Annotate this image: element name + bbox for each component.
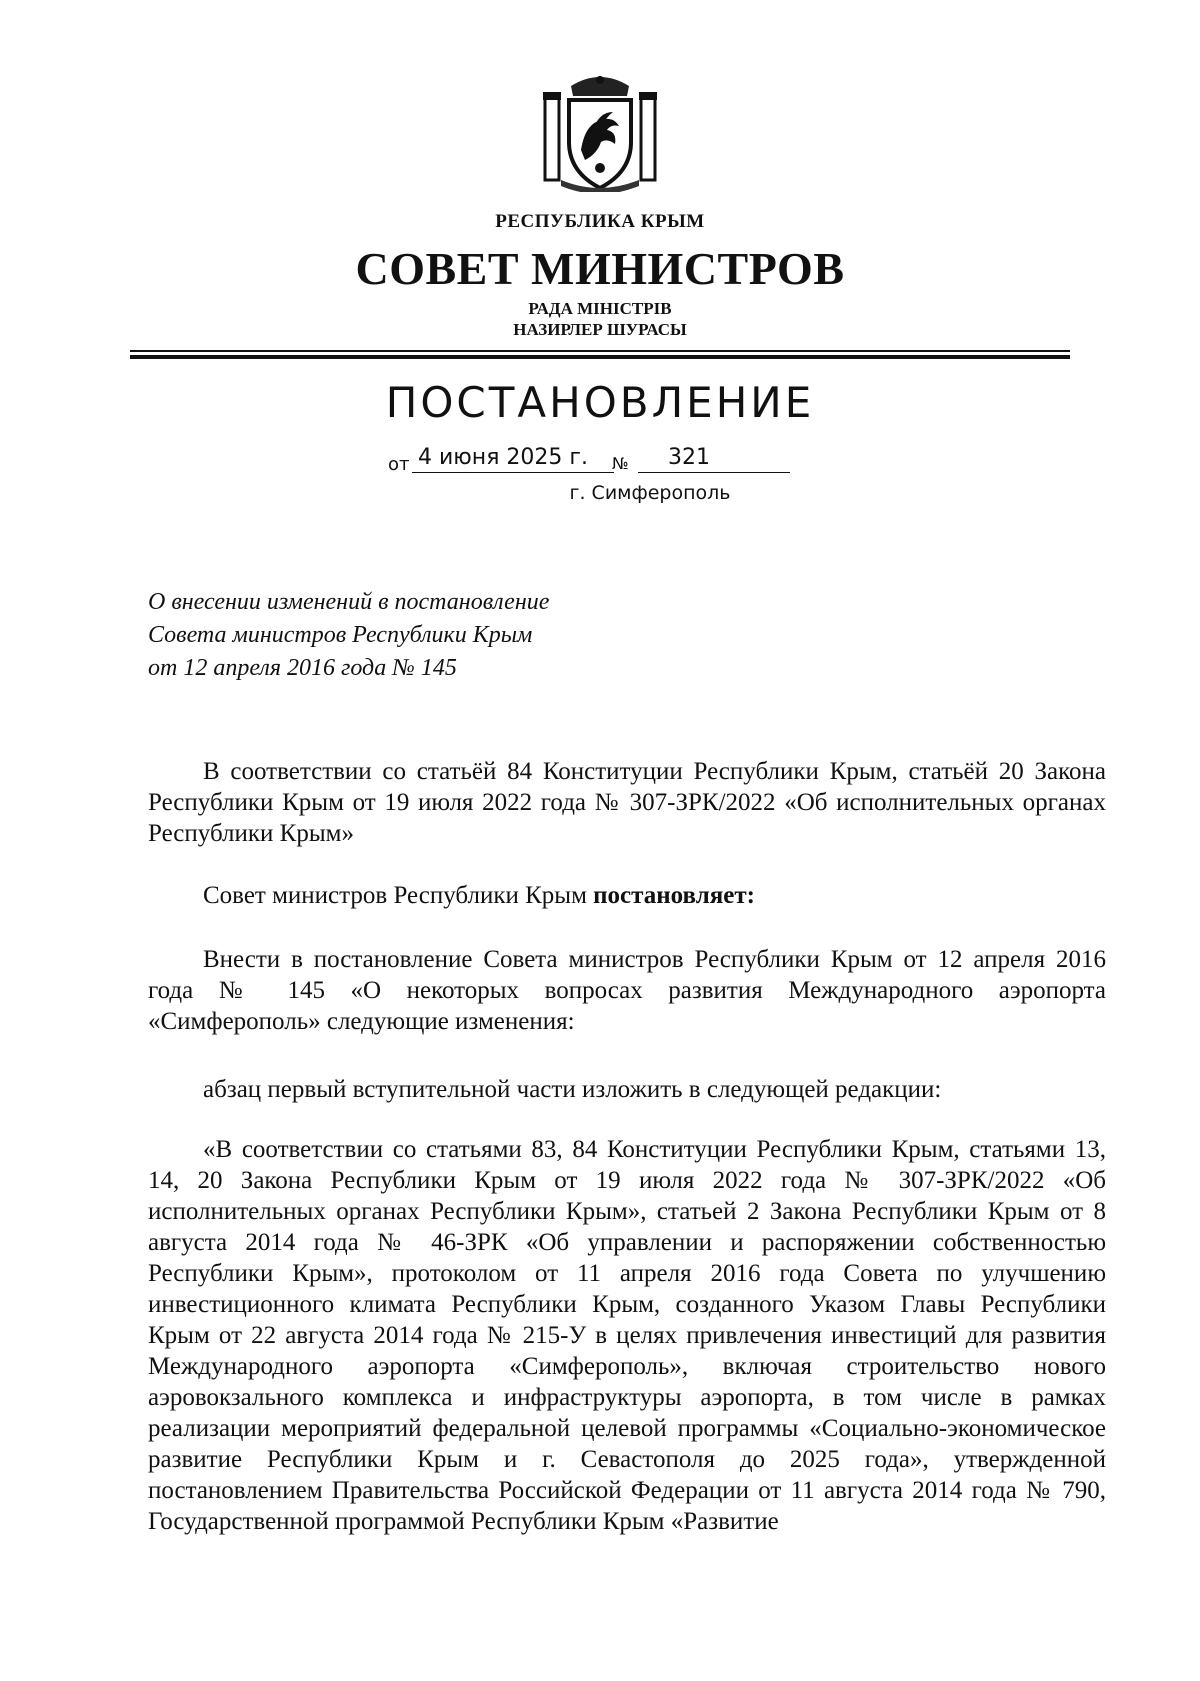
council-title-crh: НАЗИРЛЕР ШУРАСЫ xyxy=(513,320,687,339)
paragraph-text: В соответствии со статьёй 84 Конституции Республики Крым, статьёй 20 Закона Республики Крым от 19 июля 2022 года № 307-ЗРК/2022 «Об исполнительных органах Республики Крым» xyxy=(148,758,1106,847)
number-prefix: № xyxy=(612,454,629,473)
council-title: СОВЕТ МИНИСТРОВ xyxy=(355,243,845,294)
body-paragraph xyxy=(148,1074,1106,1105)
body-paragraph xyxy=(148,880,1106,911)
document-type: ПОСТАНОВЛЕНИЕ xyxy=(385,378,815,427)
resolution-text: Совет министров Республики Крым xyxy=(203,882,594,909)
date-prefix: от xyxy=(388,454,410,475)
body-paragraph xyxy=(148,756,1106,849)
subject-line: О внесении изменений в постановление xyxy=(148,589,550,615)
body-paragraph xyxy=(148,944,1106,1037)
document-subject xyxy=(148,586,549,685)
paragraph-text: «В соответствии со статьями 83, 84 Конституции Республики Крым, статьями 13, 14, 20 Закона Республики Крым от 19 июля 2022 года № 307-ЗРК/2022 «Об исполнительных органах Республики Крым», статьей 2 Закона Республики Крым от 8 августа 2014 года № 46-ЗРК «Об управлении и распоряжении собственностью Республики Крым», протоколом от 11 апреля 2016 года Совета по улучшению инвестиционного климата Республики Крым, созданного Указом Главы Республики Крым от 22 августа 2014 года № 215-У в целях привлечения инвестиций для развития Международного аэропорта «Симферополь», включая строительство нового аэровокзального комплекса и инфраструктуры аэропорта, в том числе в рамках реализации мероприятий федеральной целевой программы «Социально-экономическое развитие Республики Крым и г. Севастополя до 2025 года», утвержденной постановлением Правительства Российской Федерации от 11 августа 2014 года № 790, Государственной программой Республики Крым «Развитие xyxy=(148,1136,1106,1535)
body-paragraph xyxy=(148,1134,1106,1537)
council-title-ua: РАДА МІНІСТРІВ xyxy=(528,299,672,318)
paragraph-text: Внести в постановление Совета министров Республики Крым от 12 апреля 2016 года № 145 «О некоторых вопросах развития Международного аэропорта «Симферополь» следующие изменения: xyxy=(148,946,1106,1035)
paragraph-text xyxy=(148,880,1106,911)
crimea-coat-of-arms-icon xyxy=(541,72,659,192)
subject-line: от 12 апреля 2016 года № 145 xyxy=(148,655,457,681)
header-rule-thick xyxy=(130,355,1070,359)
resolution-verb: постановляет: xyxy=(593,882,755,909)
document-number: 321 xyxy=(638,444,790,473)
header-rule-thin xyxy=(130,350,1070,352)
paragraph-text: абзац первый вступительной части изложить в следующей редакции: xyxy=(203,1076,942,1103)
document-city: г. Симферополь xyxy=(569,482,731,504)
republic-name: РЕСПУБЛИКА КРЫМ xyxy=(495,211,705,232)
document-date: 4 июня 2025 г. xyxy=(412,444,614,473)
subject-line: Совета министров Республики Крым xyxy=(148,622,533,648)
date-number-line xyxy=(388,440,808,480)
